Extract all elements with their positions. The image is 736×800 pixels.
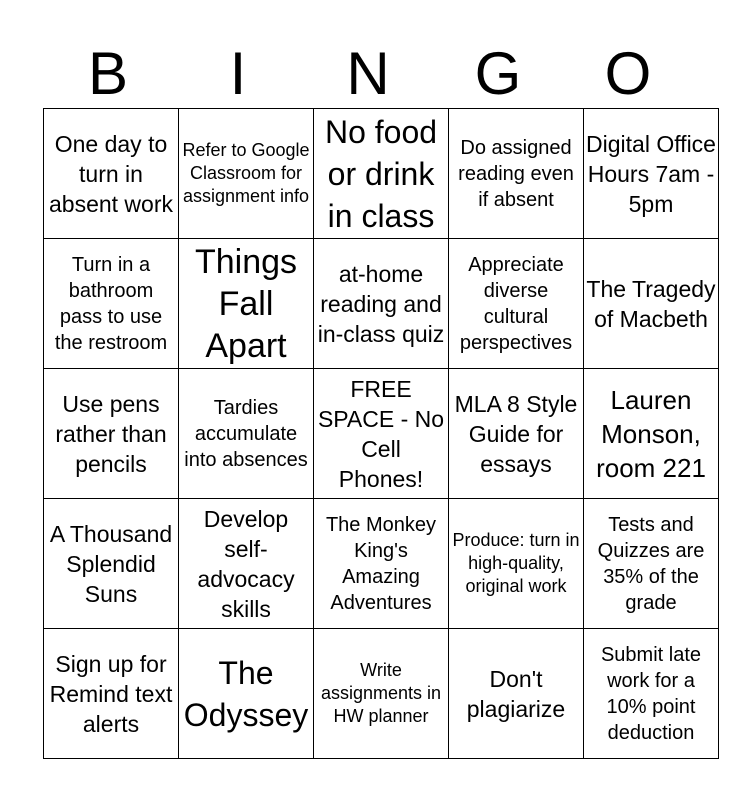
header-letter-g: G (474, 40, 522, 107)
bingo-row (44, 109, 719, 239)
bingo-cell: MLA 8 Style Guide for essays (449, 369, 584, 499)
bingo-cell: Produce: turn in high-quality, original work (449, 499, 584, 629)
bingo-cell: Use pens rather than pencils (44, 369, 179, 499)
header-letter-n: N (346, 40, 390, 107)
bingo-cell: The Tragedy of Macbeth (584, 239, 719, 369)
bingo-cell: FREE SPACE - No Cell Phones! (314, 369, 449, 499)
bingo-grid (43, 108, 719, 759)
bingo-cell: One day to turn in absent work (44, 109, 179, 239)
header-letter-i: I (229, 40, 247, 107)
bingo-cell: Refer to Google Classroom for assignment info (179, 109, 314, 239)
bingo-cell: No food or drink in class (314, 109, 449, 239)
bingo-cell: Submit late work for a 10% point deduction (584, 629, 719, 759)
bingo-cell: Sign up for Remind text alerts (44, 629, 179, 759)
bingo-cell: The Monkey King's Amazing Adventures (314, 499, 449, 629)
bingo-cell: The Odyssey (179, 629, 314, 759)
bingo-cell: Tests and Quizzes are 35% of the grade (584, 499, 719, 629)
bingo-cell: at-home reading and in-class quiz (314, 239, 449, 369)
bingo-cell: Do assigned reading even if absent (449, 109, 584, 239)
bingo-cell: Digital Office Hours 7am - 5pm (584, 109, 719, 239)
bingo-row (44, 369, 719, 499)
bingo-header (43, 40, 693, 108)
bingo-cell: A Thousand Splendid Suns (44, 499, 179, 629)
bingo-cell: Tardies accumulate into absences (179, 369, 314, 499)
bingo-cell: Appreciate diverse cultural perspectives (449, 239, 584, 369)
header-letter-o: O (604, 40, 652, 107)
header-letter-b: B (87, 40, 129, 107)
bingo-cell: Write assignments in HW planner (314, 629, 449, 759)
bingo-row (44, 629, 719, 759)
bingo-cell: Don't plagiarize (449, 629, 584, 759)
bingo-row (44, 499, 719, 629)
bingo-cell: Things Fall Apart (179, 239, 314, 369)
bingo-cell: Turn in a bathroom pass to use the restroom (44, 239, 179, 369)
bingo-cell: Develop self-advocacy skills (179, 499, 314, 629)
bingo-cell: Lauren Monson, room 221 (584, 369, 719, 499)
bingo-row (44, 239, 719, 369)
